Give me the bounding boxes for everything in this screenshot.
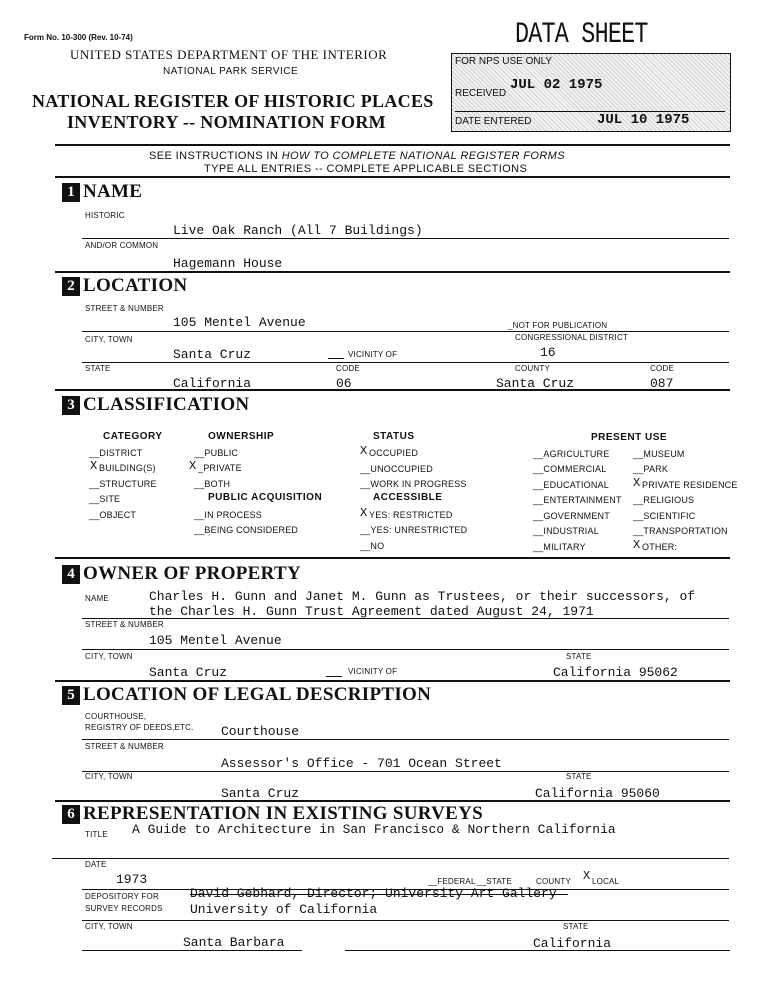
state-label: STATE [563, 922, 589, 931]
state-label: STATE [566, 772, 592, 781]
vicinity-blank [328, 358, 344, 359]
state-code-value: 06 [336, 376, 352, 391]
historic-name: Live Oak Ranch (All 7 Buildings) [173, 223, 423, 238]
residence-check-mark: X [633, 476, 641, 490]
restricted-check-mark: X [360, 506, 368, 520]
street-label: STREET & NUMBER [85, 304, 164, 313]
county-label: COUNTY [515, 364, 550, 373]
section-title: CLASSIFICATION [83, 394, 250, 415]
section-number: 5 [62, 686, 80, 705]
private-check-mark: X [189, 459, 197, 473]
category-option: BUILDING(S) [99, 463, 156, 473]
county-code-value: 087 [650, 376, 674, 391]
legal-state-value: California 95060 [535, 786, 660, 801]
other-check-mark: X [633, 538, 641, 552]
use-option: __TRANSPORTATION [633, 526, 728, 536]
section-number: 1 [62, 183, 80, 202]
header-rule [55, 144, 730, 146]
section-number: 6 [62, 805, 80, 824]
date-entered-label: DATE ENTERED [455, 116, 532, 127]
rule [82, 950, 302, 951]
category-option: __STRUCTURE [89, 479, 157, 489]
section-4-header [62, 563, 301, 585]
depository-line1: David Gebhard, Director; University Art Gallery [190, 886, 557, 901]
section-3-header [62, 394, 249, 416]
section-rule [55, 389, 730, 391]
state-option: __STATE [477, 877, 512, 886]
category-option: __OBJECT [89, 510, 137, 520]
rule [82, 649, 729, 650]
date-entered-stamp: JUL 10 1975 [597, 112, 690, 128]
street-label: STREET & NUMBER [85, 742, 164, 751]
status-option: __UNOCCUPIED [360, 464, 433, 474]
building-check-mark: X [90, 459, 98, 473]
section-1-header [62, 181, 142, 203]
status-option: OCCUPIED [369, 448, 419, 458]
date-label: DATE [85, 860, 107, 869]
section-rule [55, 680, 730, 682]
category-option: __DISTRICT [89, 448, 143, 458]
county-option: COUNTY [536, 877, 571, 886]
use-option: __INDUSTRIAL [533, 526, 599, 536]
vicinity-label: VICINITY OF [348, 667, 398, 676]
rule [82, 618, 729, 619]
section-rule [55, 557, 730, 559]
registry-label: REGISTRY OF DEEDS,ETC. [85, 723, 194, 732]
not-for-publication: _NOT FOR PUBLICATION [508, 321, 608, 330]
vicinity-label: VICINITY OF [348, 350, 398, 359]
use-option: __PARK [633, 464, 669, 474]
common-name: Hagemann House [173, 256, 283, 271]
section-title: LOCATION [83, 275, 188, 296]
vicinity-blank [326, 676, 342, 677]
survey-state-value: California [533, 936, 612, 951]
rule [82, 920, 729, 921]
use-option: __GOVERNMENT [533, 511, 610, 521]
nps-box-header: FOR NPS USE ONLY [455, 56, 553, 67]
accessible-heading: ACCESSIBLE [373, 492, 443, 503]
rule [82, 362, 729, 363]
city-label: CITY, TOWN [85, 652, 133, 661]
owner-name-label: NAME [85, 594, 109, 603]
local-option: LOCAL [592, 877, 620, 886]
received-stamp: JUL 02 1975 [510, 77, 603, 93]
city-label: CITY, TOWN [85, 335, 133, 344]
county-code-label: CODE [650, 364, 674, 373]
ownership-option: __BOTH [194, 479, 231, 489]
form-number: Form No. 10-300 (Rev. 10-74) [24, 33, 133, 42]
use-option: OTHER: [642, 542, 678, 552]
survey-title-label: TITLE [85, 830, 108, 839]
form-title-line1: NATIONAL REGISTER OF HISTORIC PLACES [32, 91, 434, 111]
category-option: __SITE [89, 494, 121, 504]
local-check-mark: X [583, 869, 591, 883]
present-use-heading: PRESENT USE [591, 432, 668, 443]
status-heading: STATUS [373, 431, 415, 442]
use-option: __ENTERTAINMENT [533, 495, 622, 505]
rule [82, 771, 729, 772]
depository-label: DEPOSITORY FOR [85, 892, 159, 901]
street-label: STREET & NUMBER [85, 620, 164, 629]
ownership-option: __PUBLIC [194, 448, 239, 458]
congressional-district-label: CONGRESSIONAL DISTRICT [515, 333, 629, 342]
state-label: STATE [566, 652, 592, 661]
status-option: __WORK IN PROGRESS [360, 479, 467, 489]
occupied-check-mark: X [360, 444, 368, 458]
accessible-option: YES: RESTRICTED [369, 510, 453, 520]
owner-state-value: California 95062 [553, 665, 678, 680]
section-number: 3 [62, 396, 80, 415]
use-option: __MILITARY [533, 542, 586, 552]
use-option: __EDUCATIONAL [533, 480, 609, 490]
public-acquisition-heading: PUBLIC ACQUISITION [208, 492, 323, 503]
city-value: Santa Cruz [173, 347, 252, 362]
state-value: California [173, 376, 252, 391]
data-sheet-stamp: DATA SHEET [515, 18, 648, 52]
courthouse-value: Courthouse [221, 724, 300, 739]
survey-title-value: A Guide to Architecture in San Francisco & Northern California [132, 822, 616, 837]
rule [52, 858, 729, 859]
owner-city-value: Santa Cruz [149, 665, 228, 680]
category-heading: CATEGORY [103, 431, 163, 442]
section-title: OWNER OF PROPERTY [83, 563, 302, 584]
common-label: AND/OR COMMON [85, 241, 159, 250]
owner-name-line2: the Charles H. Gunn Trust Agreement dated August 24, 1971 [149, 604, 594, 619]
owner-street-value: 105 Mentel Avenue [149, 633, 282, 648]
section-rule [55, 800, 730, 802]
accessible-option: __YES: UNRESTRICTED [360, 525, 468, 535]
section-title: NAME [83, 181, 143, 202]
section-title: REPRESENTATION IN EXISTING SURVEYS [83, 803, 484, 824]
rule [345, 950, 730, 951]
owner-name-line1: Charles H. Gunn and Janet M. Gunn as Trustees, or their successors, of [149, 589, 696, 604]
city-label: CITY, TOWN [85, 772, 133, 781]
instructions-rule [55, 176, 730, 178]
use-option: __MUSEUM [633, 449, 685, 459]
congressional-district-value: 16 [540, 345, 556, 360]
instructions-line1: SEE INSTRUCTIONS IN HOW TO COMPLETE NATIONAL REGISTER FORMS [149, 150, 565, 162]
federal-option: __FEDERAL [428, 877, 476, 886]
acquisition-option: __BEING CONSIDERED [194, 525, 299, 535]
rule [82, 739, 729, 740]
acquisition-option: __IN PROCESS [194, 510, 262, 520]
accessible-option: __NO [360, 541, 385, 551]
section-number: 4 [62, 565, 80, 584]
use-option: __AGRICULTURE [533, 449, 610, 459]
county-value: Santa Cruz [496, 376, 575, 391]
nps-use-box [451, 53, 731, 132]
section-5-header [62, 684, 431, 706]
strike-through [190, 894, 568, 895]
section-2-header [62, 275, 187, 297]
section-number: 2 [62, 277, 80, 296]
historic-label: HISTORIC [85, 211, 125, 220]
code-label: CODE [336, 364, 360, 373]
use-option: __RELIGIOUS [633, 495, 695, 505]
legal-city-value: Santa Cruz [221, 786, 300, 801]
received-label: RECEIVED [455, 88, 507, 99]
depository-line2: University of California [190, 902, 378, 917]
use-option: __COMMERCIAL [533, 464, 607, 474]
survey-city-value: Santa Barbara [183, 935, 285, 950]
street-value: 105 Mentel Avenue [173, 315, 306, 330]
use-option: __SCIENTIFIC [633, 511, 696, 521]
survey-date-value: 1973 [116, 872, 148, 887]
ownership-option: _PRIVATE [198, 463, 242, 473]
city-label: CITY, TOWN [85, 922, 133, 931]
section-rule [55, 271, 730, 273]
survey-records-label: SURVEY RECORDS [85, 904, 163, 913]
rule [82, 331, 729, 332]
form-title-line2: INVENTORY -- NOMINATION FORM [67, 112, 386, 132]
rule [82, 238, 729, 239]
legal-street-value: Assessor's Office - 701 Ocean Street [221, 756, 502, 771]
use-option: PRIVATE RESIDENCE [642, 480, 738, 490]
state-label: STATE [85, 364, 111, 373]
courthouse-label: COURTHOUSE, [85, 712, 147, 721]
section-title: LOCATION OF LEGAL DESCRIPTION [83, 684, 432, 705]
instructions-line2: TYPE ALL ENTRIES -- COMPLETE APPLICABLE SECTIONS [204, 163, 528, 175]
service-name: NATIONAL PARK SERVICE [163, 66, 299, 77]
department-name: UNITED STATES DEPARTMENT OF THE INTERIOR [70, 47, 388, 62]
ownership-heading: OWNERSHIP [208, 431, 275, 442]
